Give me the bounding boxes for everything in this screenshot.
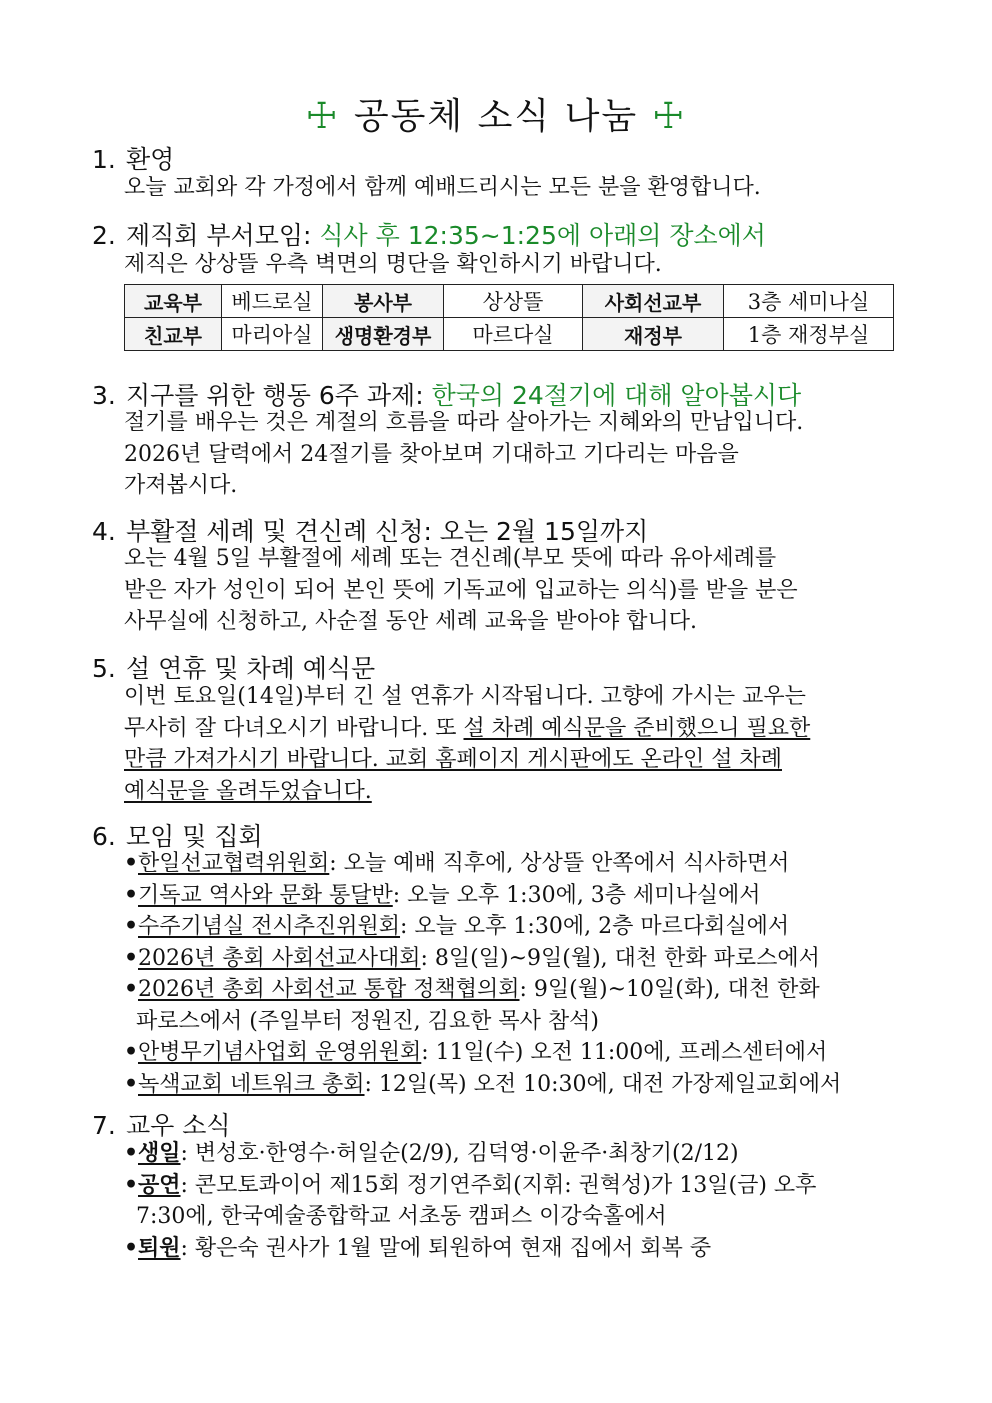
section-number: 3. <box>92 381 116 410</box>
cross-icon: ☩ <box>652 96 687 137</box>
body-line: 사무실에 신청하고, 사순절 동안 세례 교육을 받아야 합니다. <box>124 609 697 634</box>
section-title: 부활절 세례 및 견신례 신청: 오는 2월 15일까지 <box>126 517 649 546</box>
section-6-list <box>124 848 899 1100</box>
body-line: 2026년 달력에서 24절기를 찾아보며 기대하고 기다리는 마음을 <box>124 441 739 467</box>
body-line: 오늘 교회와 각 가정에서 함께 예배드리시는 모든 분을 환영합니다. <box>124 175 761 200</box>
section-number: 2. <box>92 221 116 250</box>
department-location-table <box>124 284 894 351</box>
body-line <box>124 713 899 745</box>
underlined-text: 예식문을 올려두었습니다. <box>124 778 372 804</box>
section-1-body <box>124 172 899 204</box>
bullet-icon: • <box>124 1039 139 1065</box>
news-label: 퇴원 <box>138 1234 181 1261</box>
list-item <box>124 1037 899 1069</box>
event-detail: : 오늘 예배 직후에, 상상뜰 안쪽에서 식사하면서 <box>329 851 790 876</box>
section-title: 설 연휴 및 차례 예식문 <box>126 654 376 683</box>
section-1-heading <box>92 140 174 176</box>
section-5-heading <box>92 649 375 685</box>
news-detail: : 변성호·한영수·허일순(2/9), 김덕영·이윤주·최창기(2/12) <box>180 1141 739 1166</box>
body-line: 가져봅시다. <box>124 473 238 498</box>
bullet-icon: • <box>124 850 139 876</box>
section-number: 4. <box>92 517 116 546</box>
event-name: 한일선교협력위원회 <box>138 851 330 876</box>
event-name: 수주기념실 전시추진위원회 <box>138 914 401 939</box>
bullet-icon: • <box>124 1070 139 1097</box>
table-cell: 재정부 <box>583 318 724 351</box>
body-line: 오는 4월 5일 부활절에 세례 또는 견신례(부모 뜻에 따라 유아세례를 <box>124 546 777 571</box>
event-name: 2026년 총회 사회선교사대회 <box>138 945 421 971</box>
body-line: 절기를 배우는 것은 계절의 흐름을 따라 살아가는 지혜와의 만남입니다. <box>124 410 804 435</box>
table-cell: 베드로실 <box>222 285 323 318</box>
bullet-icon: • <box>124 976 139 1002</box>
news-label: 생일 <box>138 1140 181 1166</box>
table-cell: 친교부 <box>125 318 222 351</box>
table-cell: 3층 세미나실 <box>724 285 894 318</box>
section-title: 교우 소식 <box>126 1111 231 1140</box>
bullet-icon: • <box>124 913 139 939</box>
event-detail: : 8일(일)~9일(월), 대천 한화 파로스에서 <box>420 945 820 971</box>
table-cell: 상상뜰 <box>444 285 583 318</box>
section-number: 6. <box>92 822 116 851</box>
body-line: 받은 자가 성인이 되어 본인 뜻에 기독교에 입교하는 의식)를 받을 분은 <box>124 577 798 603</box>
table-cell: 마리아실 <box>222 318 323 351</box>
section-5-body <box>124 681 899 807</box>
table-cell: 봉사부 <box>323 285 444 318</box>
event-name: 안병무기념사업회 운영위원회 <box>138 1040 422 1065</box>
list-item <box>124 974 899 1006</box>
news-label: 공연 <box>138 1171 181 1198</box>
event-detail: : 11일(수) 오전 11:00에, 프레스센터에서 <box>421 1040 828 1065</box>
body-text: 무사히 잘 다녀오시기 바랍니다. 또 <box>124 715 464 741</box>
list-item <box>124 1170 899 1202</box>
table-cell: 마르다실 <box>444 318 583 351</box>
section-title: 지구를 위한 행동 6주 과제: <box>126 381 424 410</box>
list-item <box>124 1233 899 1265</box>
section-7-list <box>124 1138 899 1264</box>
bullet-icon: • <box>124 1171 139 1198</box>
section-2-heading <box>92 216 766 252</box>
underlined-text: 만큼 가져가시기 바랍니다. 교회 홈페이지 게시판에도 온라인 설 차례 <box>124 747 782 772</box>
section-4-body <box>124 543 899 638</box>
event-detail: : 9일(월)~10일(화), 대천 한화 <box>519 977 820 1002</box>
list-item <box>124 943 899 975</box>
news-detail: : 콘모토콰이어 제15회 정기연주회(지휘: 권혁성)가 13일(금) 오후 <box>180 1172 817 1198</box>
section-number: 5. <box>92 654 116 683</box>
section-highlight: 식사 후 12:35~1:25에 아래의 장소에서 <box>319 221 766 250</box>
section-7-heading <box>92 1106 231 1142</box>
list-item <box>124 1138 899 1170</box>
section-title: 환영 <box>126 145 175 174</box>
table-row <box>125 285 894 318</box>
body-line: 제직은 상상뜰 우측 벽면의 명단을 확인하시기 바랍니다. <box>124 252 662 277</box>
section-number: 1. <box>92 145 116 174</box>
page-title <box>0 88 992 139</box>
news-detail: : 황은숙 권사가 1월 말에 퇴원하여 현재 집에서 회복 중 <box>180 1235 712 1261</box>
bullet-icon: • <box>124 1234 139 1261</box>
section-highlight: 한국의 24절기에 대해 알아봅시다 <box>431 381 802 410</box>
table-cell: 1층 재정부실 <box>724 318 894 351</box>
news-detail-continued: 7:30에, 한국예술종합학교 서초동 캠퍼스 이강숙홀에서 <box>136 1204 667 1229</box>
event-detail: : 오늘 오후 1:30에, 3층 세미나실에서 <box>392 882 761 908</box>
list-item <box>124 911 899 943</box>
event-detail: : 12일(목) 오전 10:30에, 대전 가장제일교회에서 <box>364 1071 842 1097</box>
section-2-body <box>124 249 899 281</box>
table-cell: 교육부 <box>125 285 222 318</box>
title-text: 공동체 소식 나눔 <box>353 96 639 137</box>
body-line: 이번 토요일(14일)부터 긴 설 연휴가 시작됩니다. 고향에 가시는 교우는 <box>124 684 806 709</box>
bullet-icon: • <box>124 944 139 971</box>
cross-icon: ☩ <box>305 96 340 137</box>
table-cell: 사회선교부 <box>583 285 724 318</box>
list-item <box>124 848 899 880</box>
section-title: 제직회 부서모임: <box>126 221 312 250</box>
section-3-body <box>124 407 899 502</box>
section-number: 7. <box>92 1111 116 1140</box>
list-item <box>124 1069 899 1101</box>
event-name: 2026년 총회 사회선교 통합 정책협의회 <box>138 977 520 1002</box>
bullet-icon: • <box>124 1140 139 1166</box>
event-name: 녹색교회 네트워크 총회 <box>138 1071 365 1097</box>
bullet-icon: • <box>124 881 139 908</box>
event-name: 기독교 역사와 문화 통달반 <box>138 882 393 908</box>
section-title: 모임 및 집회 <box>126 822 263 851</box>
table-cell: 생명환경부 <box>323 318 444 351</box>
event-detail: : 오늘 오후 1:30에, 2층 마르다회실에서 <box>400 914 790 939</box>
list-item <box>124 880 899 912</box>
table-row <box>125 318 894 351</box>
underlined-text: 설 차례 예식문을 준비했으니 필요한 <box>463 715 811 741</box>
event-detail-continued: 파로스에서 (주일부터 정원진, 김요한 목사 참석) <box>136 1008 599 1034</box>
